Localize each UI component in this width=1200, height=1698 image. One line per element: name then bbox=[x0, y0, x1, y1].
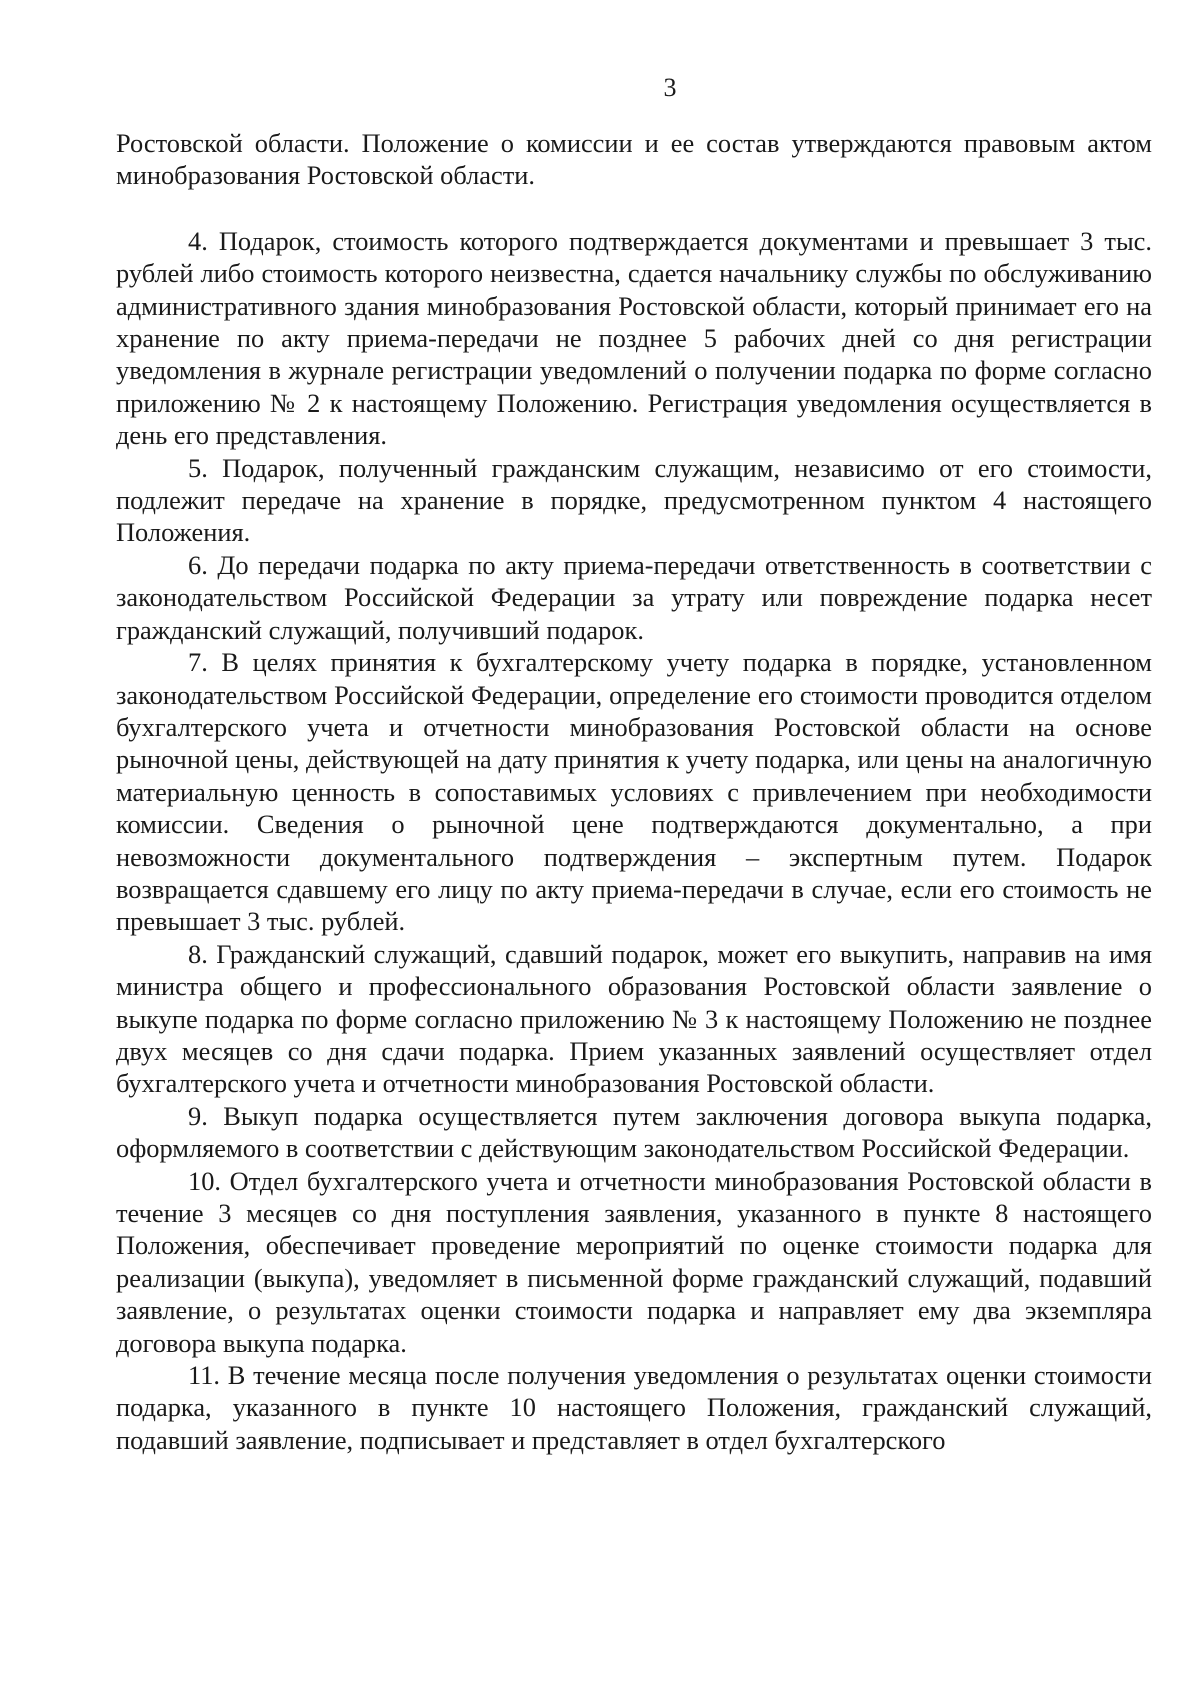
paragraph-item-11: 11. В течение месяца после получения уведомления о результатах оценки стоимости подарка, указанного в пункте 10 настоящего Положения, гражданский служащий, подавший заявление, подписывает и представляет в отдел бухгалтерского bbox=[116, 1360, 1152, 1455]
paragraph-item-4: 4. Подарок, стоимость которого подтверждается документами и превышает 3 тыс. рублей либо стоимость которого неизвестна, сдается начальнику службы по обслуживанию административного здания минобразования Ростовской области, который принимает его на хранение по акту приема-передачи не позднее 5 рабочих дней со дня регистрации уведомления в журнале регистрации уведомлений о получении подарка по форме согласно приложению № 2 к настоящему Положению. Регистрация уведомления осуществляется в день его представления. bbox=[116, 225, 1152, 451]
paragraph-item-9: 9. Выкуп подарка осуществляется путем заключения договора выкупа подарка, оформляемого в соответствии с действующим законодательством Российской Федерации. bbox=[116, 1100, 1152, 1164]
document-body bbox=[116, 127, 1152, 1456]
page-number: 3 bbox=[663, 73, 677, 102]
paragraph-item-7: 7. В целях принятия к бухгалтерскому учету подарка в порядке, установленном законодательством Российской Федерации, определение его стоимости проводится отделом бухгалтерского учета и отчетности минобразования Ростовской области на основе рыночной цены, действующей на дату принятия к учету подарка, или цены на аналогичную материальную ценность в сопоставимых условиях с привлечением при необходимости комиссии. Сведения о рыночной цене подтверждаются документально, а при невозможности документального подтверждения – экспертным путем. Подарок возвращается сдавшему его лицу по акту приема-передачи в случае, если его стоимость не превышает 3 тыс. рублей. bbox=[116, 647, 1152, 937]
paragraph-item-6: 6. До передачи подарка по акту приема-передачи ответственность в соответствии с законодательством Российской Федерации за утрату или повреждение подарка несет гражданский служащий, получивший подарок. bbox=[116, 549, 1152, 645]
paragraph-item-10: 10. Отдел бухгалтерского учета и отчетности минобразования Ростовской области в течение 3 месяцев со дня поступления заявления, указанного в пункте 8 настоящего Положения, обеспечивает проведение мероприятий по оценке стоимости подарка для реализации (выкупа), уведомляет в письменной форме гражданский служащий, подавший заявление, о результатах оценки стоимости подарка и направляет ему два экземпляра договора выкупа подарка. bbox=[116, 1165, 1152, 1358]
paragraph-item-5: 5. Подарок, полученный гражданским служащим, независимо от его стоимости, подлежит передаче на хранение в порядке, предусмотренном пунктом 4 настоящего Положения. bbox=[116, 452, 1152, 548]
paragraph-continuation: Ростовской области. Положение о комиссии и ее состав утверждаются правовым актом минобразования Ростовской области. bbox=[116, 128, 1152, 191]
paragraph-item-8: 8. Гражданский служащий, сдавший подарок, может его выкупить, направив на имя министра общего и профессионального образования Ростовской области заявление о выкупе подарка по форме согласно приложению № 3 к настоящему Положению не позднее двух месяцев со дня сдачи подарка. Прием указанных заявлений осуществляет отдел бухгалтерского учета и отчетности минобразования Ростовской области. bbox=[116, 938, 1152, 1099]
